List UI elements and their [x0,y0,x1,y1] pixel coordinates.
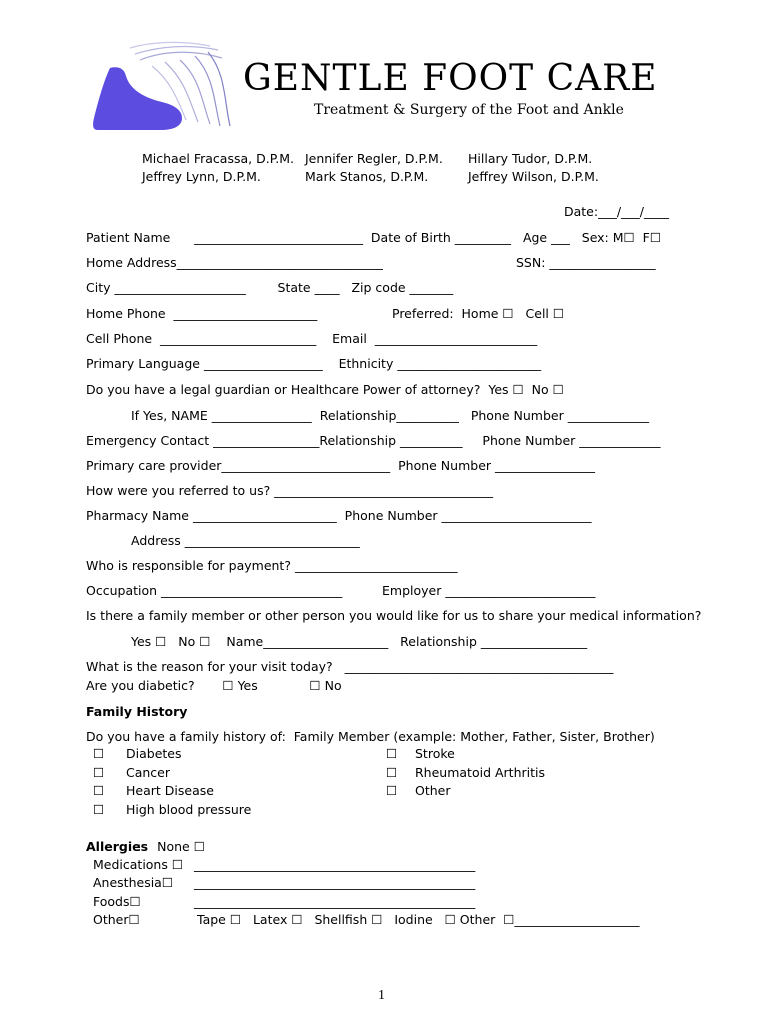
checkbox[interactable]: ☐ [386,783,398,798]
share-info-question: Is there a family member or other person you would like for us to share your medical information? [86,608,702,623]
foot-logo-icon [90,40,240,132]
referral-field[interactable]: How were you referred to us? ___________________________________ [86,483,493,498]
pharmacy-address-field[interactable]: Address ____________________________ [131,533,360,548]
payment-responsible-field[interactable]: Who is responsible for payment? __________________________ [86,558,458,573]
checkbox[interactable]: ☐ [93,783,105,798]
preferred-phone-checkboxes[interactable]: Preferred: Home ☐ Cell ☐ [392,306,565,321]
city-state-zip-row[interactable]: City _____________________ State ____ Zip code _______ [86,280,454,295]
checkbox[interactable]: ☐ [93,746,105,761]
home-address-field[interactable]: Home Address_________________________________ [86,255,383,270]
checkbox[interactable]: ☐ [386,765,398,780]
clinic-subtitle: Treatment & Surgery of the Foot and Ankle [314,102,624,118]
family-history-item: Diabetes [126,746,182,761]
diabetic-question[interactable]: Are you diabetic? ☐ Yes ☐ No [86,678,342,693]
visit-reason-field[interactable]: What is the reason for your visit today? ___________________________________________ [86,659,614,674]
guardian-details-row[interactable]: If Yes, NAME ________________ Relationship__________ Phone Number _____________ [131,408,649,423]
occupation-employer-row[interactable]: Occupation _____________________________ Employer ________________________ [86,583,596,598]
family-history-question: Do you have a family history of: Family Member (example: Mother, Father, Sister, Brother) [86,729,655,744]
allergy-types-row[interactable]: Tape ☐ Latex ☐ Shellfish ☐ Iodine ☐ Other ☐____________________ [197,912,640,927]
legal-guardian-question[interactable]: Do you have a legal guardian or Healthcare Power of attorney? Yes ☐ No ☐ [86,382,564,397]
family-history-item: Rheumatoid Arthritis [415,765,545,780]
doctor-name: Mark Stanos, D.P.M. [305,169,429,184]
cell-phone-email-row[interactable]: Cell Phone _________________________ Email __________________________ [86,331,538,346]
share-info-answer-row[interactable]: Yes ☐ No ☐ Name____________________ Relationship _________________ [131,634,588,649]
doctor-name: Hillary Tudor, D.P.M. [468,151,593,166]
clinic-title: GENTLE FOOT CARE [243,58,658,99]
doctor-name: Jeffrey Lynn, D.P.M. [142,169,261,184]
checkbox[interactable]: ☐ [93,802,105,817]
allergies-heading: Allergies [86,839,149,854]
family-history-item: Heart Disease [126,783,214,798]
checkbox[interactable]: ☐ [386,746,398,761]
primary-care-row[interactable]: Primary care provider___________________________ Phone Number ________________ [86,458,595,473]
family-history-item: Cancer [126,765,171,780]
family-history-item: High blood pressure [126,802,252,817]
patient-name-row[interactable]: Patient Name ___________________________ Date of Birth _________ Age ___ Sex: M☐ F☐ [86,230,662,245]
pharmacy-row[interactable]: Pharmacy Name _______________________ Phone Number ________________________ [86,508,592,523]
date-field[interactable]: Date:___/___/____ [564,204,670,219]
ssn-field[interactable]: SSN: _________________ [516,255,656,270]
medications-checkbox[interactable]: Medications ☐ [93,857,184,872]
page-number: 1 [378,988,385,1003]
anesthesia-line[interactable]: _____________________________________________ [194,875,476,890]
checkbox[interactable]: ☐ [93,765,105,780]
anesthesia-checkbox[interactable]: Anesthesia☐ [93,875,174,890]
doctor-name: Jennifer Regler, D.P.M. [305,151,443,166]
allergies-none-checkbox[interactable]: : None ☐ [137,839,205,854]
doctor-name: Michael Fracassa, D.P.M. [142,151,295,166]
family-history-heading: Family History [86,704,188,719]
language-ethnicity-row[interactable]: Primary Language ___________________ Ethnicity _______________________ [86,356,542,371]
family-history-item: Stroke [415,746,455,761]
foods-line[interactable]: _____________________________________________ [194,894,476,909]
family-history-item: Other [415,783,451,798]
emergency-contact-row[interactable]: Emergency Contact _________________Relationship __________ Phone Number _____________ [86,433,661,448]
doctor-name: Jeffrey Wilson, D.P.M. [468,169,599,184]
other-allergy-checkbox[interactable]: Other☐ [93,912,140,927]
medications-line[interactable]: _____________________________________________ [194,857,476,872]
home-phone-field[interactable]: Home Phone _______________________ [86,306,318,321]
foods-checkbox[interactable]: Foods☐ [93,894,141,909]
